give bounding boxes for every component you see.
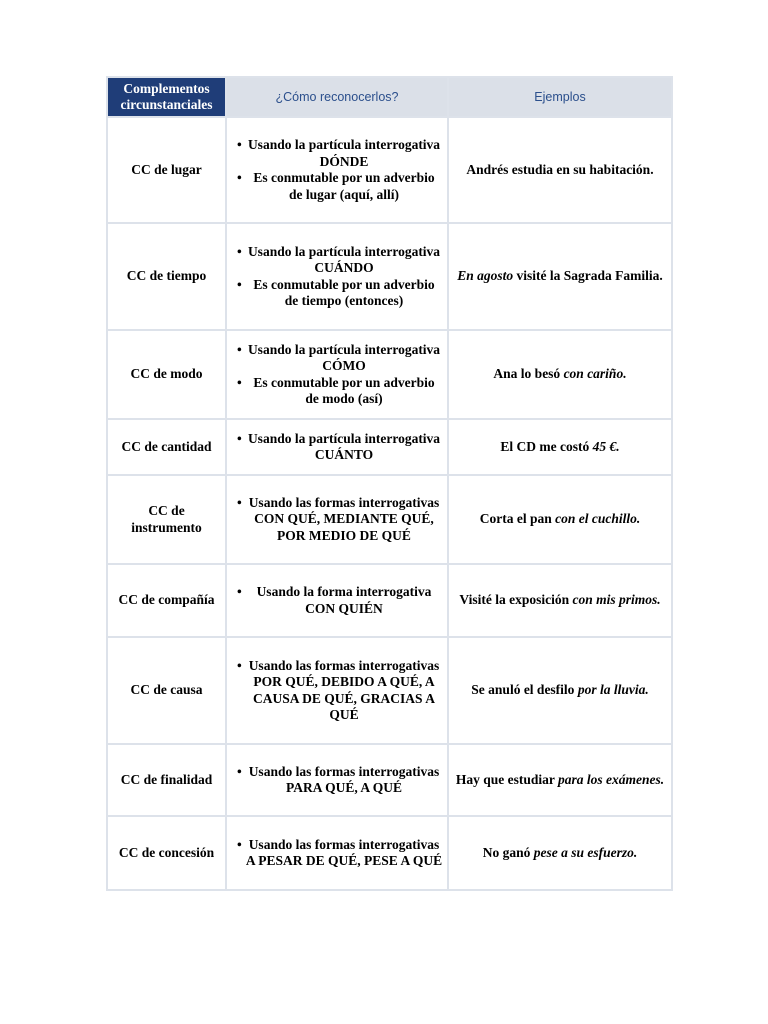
list-item: • Es conmutable por un adverbio de lugar (aquí, allí): [231, 170, 443, 203]
example-italic-text: En agosto: [457, 268, 514, 284]
example-cell: [448, 637, 672, 744]
example-cell: [448, 419, 672, 475]
complement-name: CC de causa: [107, 637, 226, 744]
list-item: • Usando la forma interrogativa CON QUIÉN: [231, 584, 443, 617]
table-row: [107, 637, 672, 744]
list-item: • Usando la partícula interrogativa CÓMO: [231, 342, 443, 375]
complement-name: CC de compañía: [107, 564, 226, 637]
recognition-cell: [226, 744, 448, 816]
example-italic-text: 45 €.: [592, 438, 620, 454]
table-row: [107, 816, 672, 890]
recognition-cell: [226, 117, 448, 223]
example-text: No ganó: [482, 844, 534, 860]
example-italic-text: con cariño.: [563, 366, 627, 382]
recognition-list: [231, 764, 443, 797]
example-text: Visité la exposición: [459, 592, 573, 608]
table-row: [107, 330, 672, 419]
table-row: [107, 475, 672, 564]
example-text: El CD me costó: [500, 438, 593, 454]
table-row: [107, 744, 672, 816]
example-italic-text: por la lluvia.: [577, 682, 649, 698]
complement-name: CC de instrumento: [107, 475, 226, 564]
example-italic-text: con mis primos.: [572, 592, 661, 608]
example-text: Se anuló el desfilo: [471, 682, 578, 698]
table-row: [107, 419, 672, 475]
recognition-list: [231, 584, 443, 617]
example-cell: [448, 223, 672, 330]
complement-name: CC de lugar: [107, 117, 226, 223]
example-text: Hay que estudiar: [455, 771, 558, 787]
list-item: • Usando las formas interrogativas CON QUÉ, MEDIANTE QUÉ, POR MEDIO DE QUÉ: [231, 495, 443, 545]
example-text-end: visité la Sagrada Familia.: [513, 268, 663, 284]
header-complementos: Complementos circunstanciales: [107, 77, 226, 117]
recognition-cell: [226, 223, 448, 330]
recognition-list: [231, 137, 443, 203]
recognition-list: [231, 495, 443, 545]
header-row: [107, 77, 672, 117]
example-cell: [448, 117, 672, 223]
recognition-list: [231, 244, 443, 310]
example-italic-text: para los exámenes.: [558, 771, 665, 787]
header-como-reconocerlos: ¿Cómo reconocerlos?: [226, 77, 448, 117]
list-item: • Usando las formas interrogativas PARA QUÉ, A QUÉ: [231, 764, 443, 797]
complement-name: CC de modo: [107, 330, 226, 419]
example-cell: [448, 330, 672, 419]
complement-name: CC de concesión: [107, 816, 226, 890]
list-item: • Usando las formas interrogativas A PESAR DE QUÉ, PESE A QUÉ: [231, 837, 443, 870]
table-row: [107, 223, 672, 330]
example-text: Andrés estudia en su habitación.: [466, 161, 654, 177]
list-item: • Es conmutable por un adverbio de tiempo (entonces): [231, 277, 443, 310]
recognition-cell: [226, 330, 448, 419]
recognition-cell: [226, 475, 448, 564]
header-ejemplos: Ejemplos: [448, 77, 672, 117]
list-item: • Usando la partícula interrogativa CUÁNDO: [231, 244, 443, 277]
complements-table: [106, 76, 673, 891]
example-italic-text: con el cuchillo.: [555, 511, 641, 527]
list-item: • Usando la partícula interrogativa CUÁNTO: [231, 431, 443, 464]
example-text: Ana lo besó: [493, 366, 564, 382]
list-item: • Es conmutable por un adverbio de modo (así): [231, 375, 443, 408]
example-text: Corta el pan: [479, 511, 556, 527]
example-cell: [448, 744, 672, 816]
recognition-cell: [226, 564, 448, 637]
table-row: [107, 564, 672, 637]
table-body: [107, 117, 672, 890]
recognition-cell: [226, 419, 448, 475]
recognition-list: [231, 837, 443, 870]
table-row: [107, 117, 672, 223]
recognition-list: [231, 342, 443, 408]
example-italic-text: pese a su esfuerzo.: [533, 844, 638, 860]
complement-name: CC de finalidad: [107, 744, 226, 816]
list-item: • Usando la partícula interrogativa DÓNDE: [231, 137, 443, 170]
example-cell: [448, 475, 672, 564]
example-cell: [448, 564, 672, 637]
recognition-cell: [226, 816, 448, 890]
recognition-list: [231, 658, 443, 724]
complement-name: CC de cantidad: [107, 419, 226, 475]
complement-name: CC de tiempo: [107, 223, 226, 330]
recognition-cell: [226, 637, 448, 744]
list-item: • Usando las formas interrogativas POR QUÉ, DEBIDO A QUÉ, A CAUSA DE QUÉ, GRACIAS A QUÉ: [231, 658, 443, 724]
recognition-list: [231, 431, 443, 464]
example-cell: [448, 816, 672, 890]
